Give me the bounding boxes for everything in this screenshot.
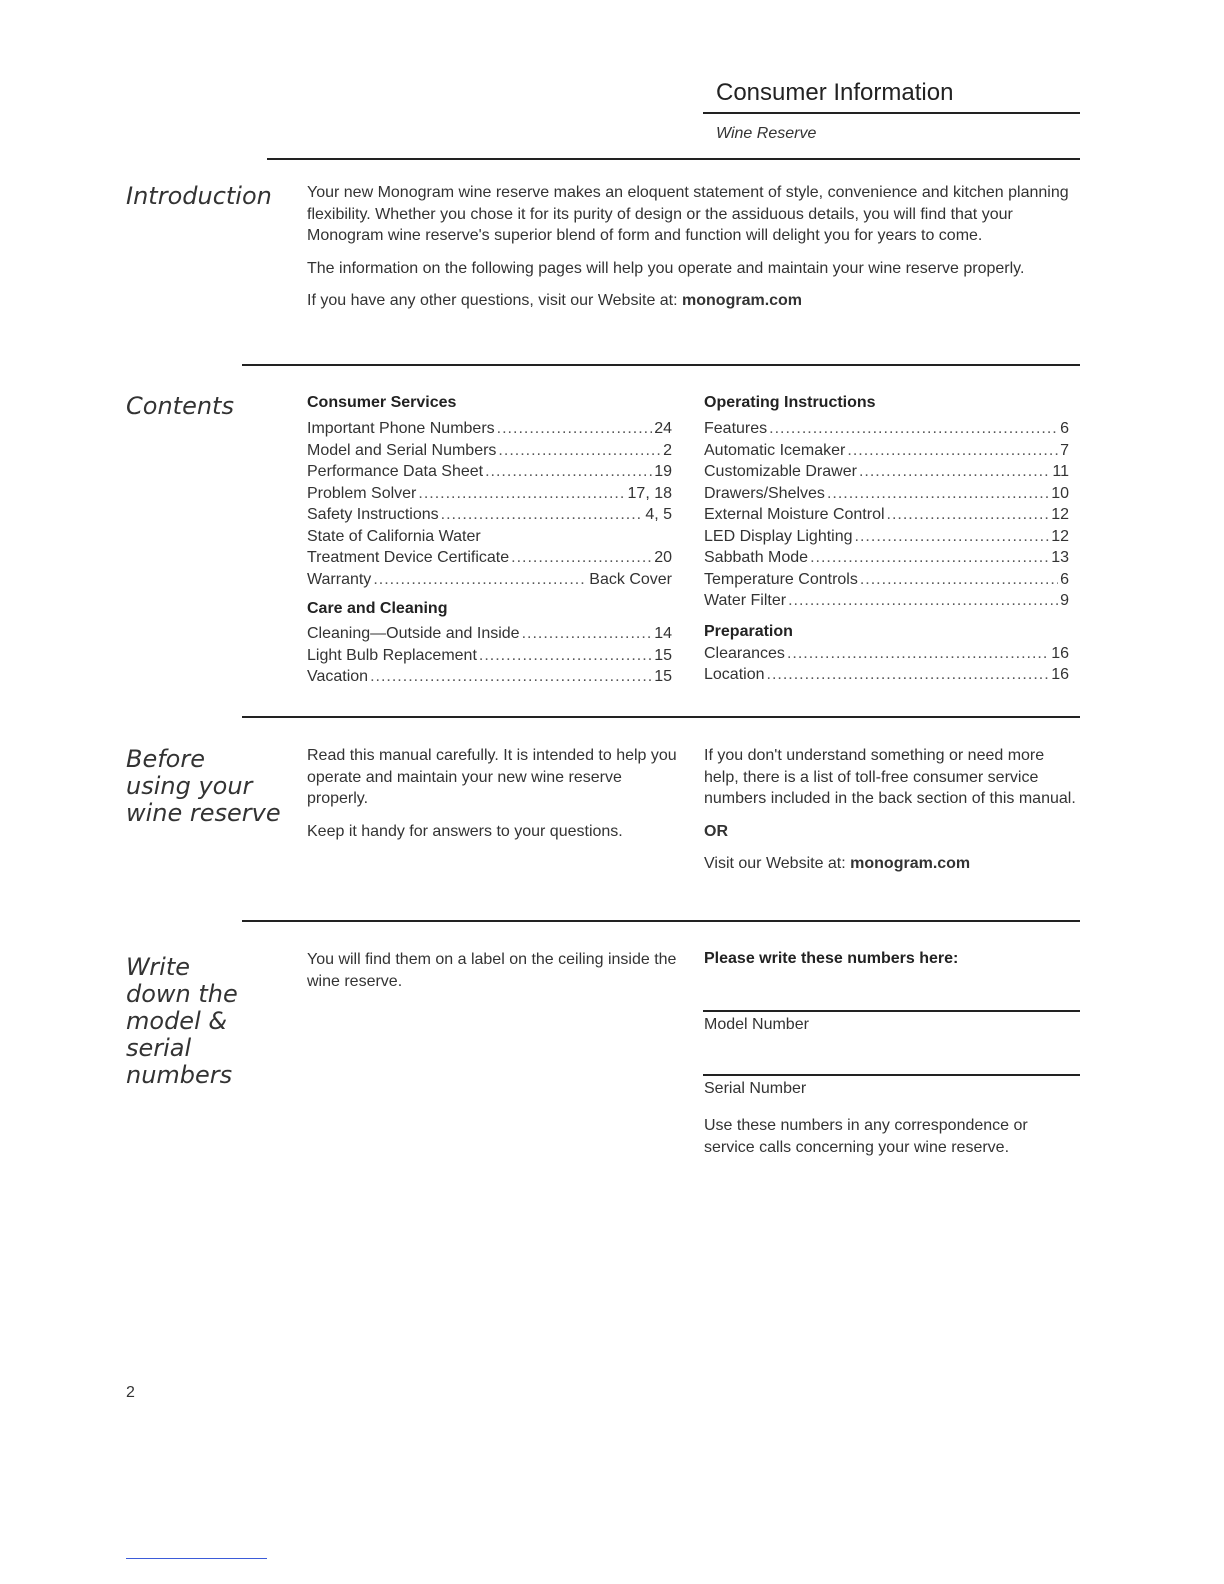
- serial-number-line[interactable]: [703, 1074, 1080, 1076]
- contents-heading: Contents: [126, 392, 234, 420]
- toc-section-title: Preparation: [704, 622, 793, 640]
- toc-item[interactable]: Model and Serial Numbers ..... 2: [307, 440, 672, 462]
- toc-section-title: Operating Instructions: [704, 394, 876, 411]
- before-left-text: Read this manual carefully. It is intended to help you operate and maintain your new wine reserve properly. Keep it handy for answers to your questions.: [307, 747, 677, 840]
- intro-heading: Introduction: [126, 182, 272, 210]
- divider: [242, 364, 1080, 366]
- page-header: [716, 78, 1080, 108]
- page-number: 2: [126, 1384, 135, 1401]
- before-heading: Before using your wine reserve: [126, 745, 281, 827]
- intro-paragraph: Your new Monogram wine reserve makes an eloquent statement of style, convenience and kitchen planning flexibility. Whether you chose it for its purity of design or the assiduous details, you will find that your Monogram wine reserve's superior blend of form and function will delight you for years to come.: [307, 184, 1069, 244]
- toc-item[interactable]: Features ..... 6: [704, 418, 1069, 440]
- toc-left-column: [307, 392, 672, 688]
- toc-item[interactable]: Treatment Device Certificate ..... 20: [307, 547, 672, 569]
- serial-number-label: Serial Number: [704, 1080, 807, 1097]
- toc-item[interactable]: Problem Solver ..... 17, 18: [307, 483, 672, 505]
- or-label: OR: [704, 822, 728, 840]
- model-number-label: Model Number: [704, 1016, 809, 1033]
- toc-item[interactable]: State of California Water: [307, 527, 481, 545]
- toc-item[interactable]: Performance Data Sheet ..... 19: [307, 461, 672, 483]
- toc-item[interactable]: Automatic Icemaker ..... 7: [704, 440, 1069, 462]
- section-title: Consumer Information: [716, 79, 954, 106]
- divider: [267, 158, 1080, 160]
- toc-right-column: [704, 392, 1069, 686]
- toc-item[interactable]: Customizable Drawer ..... 11: [704, 461, 1069, 483]
- toc-item[interactable]: Water Filter ..... 9: [704, 590, 1069, 612]
- toc-item[interactable]: Temperature Controls ..... 6: [704, 569, 1069, 591]
- before-right-text: If you don't understand something or need more help, there is a list of toll-free consumer service numbers included in the back section of this manual. OR Visit our Website at: monogram.com: [704, 745, 1080, 886]
- toc-item[interactable]: Sabbath Mode ..... 13: [704, 547, 1069, 569]
- toc-item[interactable]: Location ..... 16: [704, 664, 1069, 686]
- footer-rule: [126, 1558, 267, 1559]
- toc-item[interactable]: Light Bulb Replacement ..... 15: [307, 645, 672, 667]
- toc-item[interactable]: Important Phone Numbers ..... 24: [307, 418, 672, 440]
- toc-item[interactable]: Vacation ..... 15: [307, 666, 672, 688]
- write-left-text: You will find them on a label on the ceiling inside the wine reserve.: [307, 951, 677, 990]
- toc-item[interactable]: Drawers/Shelves ..... 10: [704, 483, 1069, 505]
- toc-section-title: Consumer Services: [307, 394, 457, 411]
- intro-body: [307, 182, 1082, 323]
- toc-section-title: Care and Cleaning: [307, 600, 448, 617]
- divider: [242, 716, 1080, 718]
- toc-item[interactable]: LED Display Lighting ..... 12: [704, 526, 1069, 548]
- website-link[interactable]: monogram.com: [682, 292, 803, 309]
- intro-paragraph: If you have any other questions, visit our Website at: monogram.com: [307, 292, 803, 309]
- header-rule: [703, 112, 1080, 114]
- write-heading: Write down the model & serial numbers: [126, 953, 238, 1089]
- toc-item[interactable]: Safety Instructions ..... 4, 5: [307, 504, 672, 526]
- model-number-line[interactable]: [703, 1010, 1080, 1012]
- write-numbers-title: Please write these numbers here:: [704, 950, 959, 967]
- toc-item[interactable]: Clearances ..... 16: [704, 643, 1069, 665]
- intro-paragraph: The information on the following pages will help you operate and maintain your wine reserve properly.: [307, 259, 1025, 277]
- divider: [242, 920, 1080, 922]
- website-link[interactable]: monogram.com: [850, 855, 971, 872]
- write-note: Use these numbers in any correspondence or service calls concerning your wine reserve.: [704, 1117, 1028, 1156]
- toc-item[interactable]: Warranty ..... Back Cover: [307, 569, 672, 591]
- section-subtitle: Wine Reserve: [716, 125, 817, 142]
- toc-item[interactable]: External Moisture Control ..... 12: [704, 504, 1069, 526]
- toc-item[interactable]: Cleaning—Outside and Inside ..... 14: [307, 623, 672, 645]
